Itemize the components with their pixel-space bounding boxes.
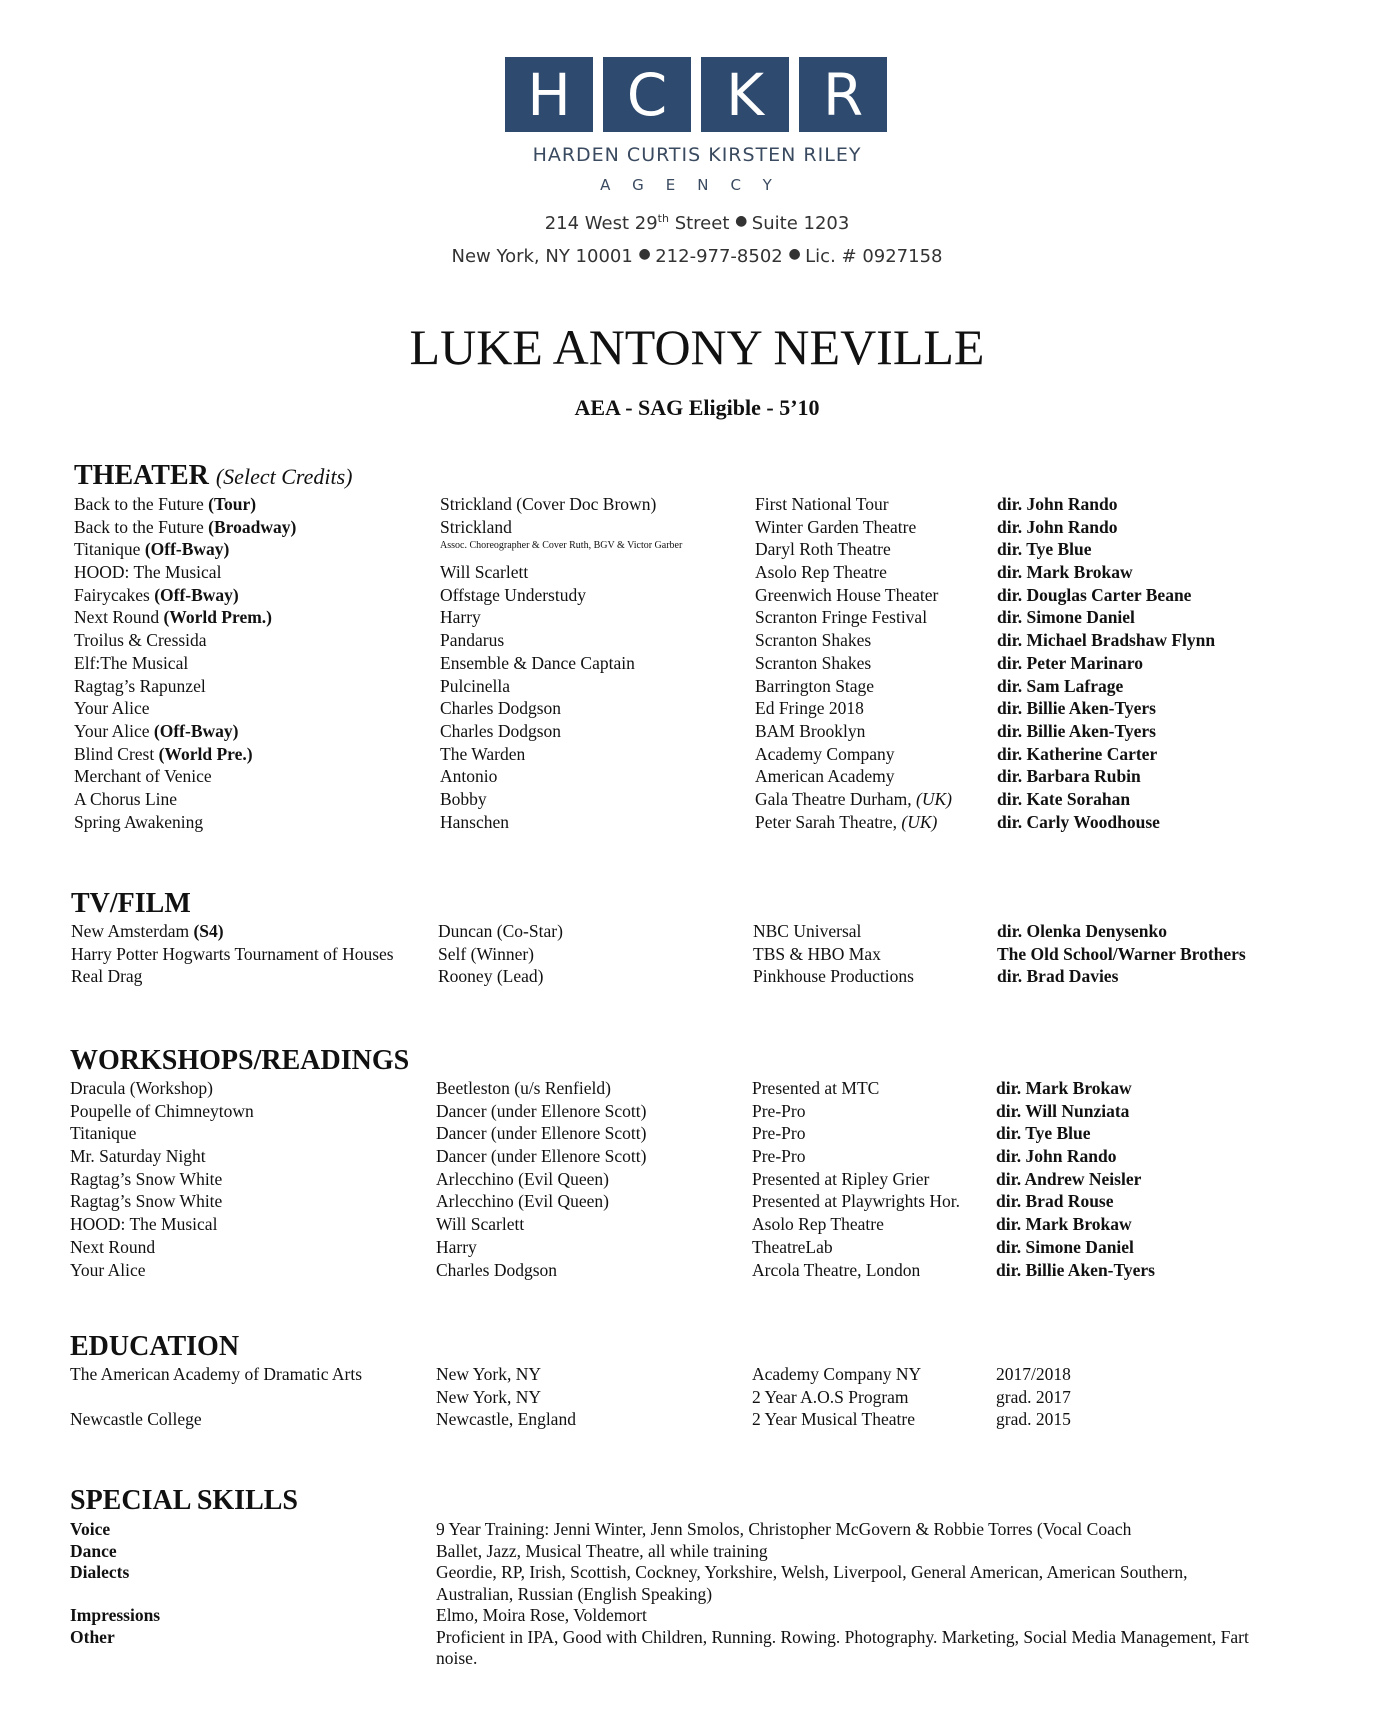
education-row xyxy=(70,1386,1370,1409)
credit-venue xyxy=(755,811,937,834)
section-title: TV/FILM xyxy=(71,888,191,919)
credit-row xyxy=(74,561,1374,584)
credit-row xyxy=(70,1100,1370,1123)
education-program: 2 Year A.O.S Program xyxy=(752,1386,909,1407)
title-text: Ragtag’s Snow White xyxy=(70,1191,223,1212)
credit-venue xyxy=(752,1259,920,1282)
education-program: 2 Year Musical Theatre xyxy=(752,1409,915,1430)
credit-venue xyxy=(753,943,881,966)
credit-role: Hanschen xyxy=(440,811,510,832)
title-text: Troilus & Cressida xyxy=(74,630,207,651)
title-tag: (World Prem.) xyxy=(163,607,272,628)
agency-name: HARDEN CURTIS KIRSTEN RILEY xyxy=(532,144,862,166)
credit-role: Charles Dodgson xyxy=(440,698,562,719)
title-tag: (World Pre.) xyxy=(158,743,253,764)
address-city: New York, NY 10001 xyxy=(451,246,633,267)
credit-director: dir. Billie Aken-Tyers xyxy=(997,698,1156,719)
credit-director: dir. John Rando xyxy=(997,516,1118,537)
credit-director: dir. Andrew Neisler xyxy=(996,1168,1142,1189)
credit-director: dir. Olenka Denysenko xyxy=(997,921,1168,941)
credit-director: dir. Tye Blue xyxy=(997,539,1092,560)
credit-role: Dancer (under Ellenore Scott) xyxy=(436,1146,647,1167)
credit-role: Arlecchino (Evil Queen) xyxy=(436,1191,609,1212)
credit-list xyxy=(74,493,1374,833)
credit-row xyxy=(74,765,1374,788)
credit-role: Antonio xyxy=(440,766,498,787)
credit-row xyxy=(70,1259,1370,1282)
credit-role: Strickland (Cover Doc Brown) xyxy=(440,494,657,514)
title-text: Merchant of Venice xyxy=(74,766,212,787)
credit-title xyxy=(74,538,229,561)
credit-director: dir. Peter Marinaro xyxy=(997,652,1143,673)
venue-text: TBS & HBO Max xyxy=(753,943,881,964)
credit-role: Ensemble & Dance Captain xyxy=(440,652,635,673)
credit-director: dir. Mark Brokaw xyxy=(996,1214,1132,1235)
skill-label: Impressions xyxy=(70,1605,161,1625)
credit-director: dir. John Rando xyxy=(997,494,1118,514)
title-text: Blind Crest xyxy=(74,743,159,764)
venue-text: Barrington Stage xyxy=(755,675,875,696)
credit-title xyxy=(71,920,224,943)
credit-title xyxy=(74,652,188,675)
credit-role: Bobby xyxy=(440,788,487,809)
title-tag: (Off-Bway) xyxy=(153,720,239,741)
credit-venue xyxy=(755,788,952,811)
venue-text: Presented at Playwrights Hor. xyxy=(752,1191,961,1212)
skill-label: Other xyxy=(70,1626,115,1647)
credit-row xyxy=(70,1190,1370,1213)
credit-role: Strickland xyxy=(440,516,512,537)
credit-role: Duncan (Co-Star) xyxy=(438,921,563,941)
credit-title xyxy=(70,1145,206,1168)
tvfilm-section xyxy=(71,888,1371,988)
education-school: Newcastle College xyxy=(70,1409,202,1430)
title-text: A Chorus Line xyxy=(74,788,178,809)
address-suite: Suite 1203 xyxy=(751,213,850,234)
skill-row xyxy=(70,1562,1370,1605)
venue-text: Asolo Rep Theatre xyxy=(752,1214,884,1235)
venue-text: Pinkhouse Productions xyxy=(753,966,914,987)
venue-text: American Academy xyxy=(755,766,895,787)
credit-row xyxy=(74,606,1374,629)
credit-title xyxy=(74,743,253,766)
skill-value: Geordie, RP, Irish, Scottish, Cockney, Yorkshire, Welsh, Liverpool, General American, American Southern, Australian, Russian (English Speaking) xyxy=(436,1562,1188,1604)
credit-venue xyxy=(752,1168,929,1191)
venue-text: Gala Theatre Durham, xyxy=(755,788,916,809)
credit-director: dir. Billie Aken-Tyers xyxy=(996,1259,1155,1280)
credit-director: dir. Carly Woodhouse xyxy=(997,811,1160,832)
credit-director: dir. Kate Sorahan xyxy=(997,788,1131,809)
credit-row xyxy=(74,743,1374,766)
title-text: Back to the Future xyxy=(74,494,209,514)
address-license: Lic. # 0927158 xyxy=(805,246,943,267)
section-title: WORKSHOPS/READINGS xyxy=(70,1045,410,1076)
skills-section xyxy=(70,1485,1370,1670)
credit-title xyxy=(74,629,207,652)
title-text: Harry Potter Hogwarts Tournament of Houses xyxy=(71,943,394,964)
credit-row xyxy=(74,652,1374,675)
credit-role: Arlecchino (Evil Queen) xyxy=(436,1168,609,1189)
credit-row xyxy=(74,584,1374,607)
credit-director: dir. John Rando xyxy=(996,1146,1117,1167)
title-text: Your Alice xyxy=(70,1259,146,1280)
credit-role: Dancer (under Ellenore Scott) xyxy=(436,1100,647,1121)
credit-role: Pulcinella xyxy=(440,675,510,696)
venue-text: NBC Universal xyxy=(753,921,862,941)
credit-title xyxy=(74,516,296,539)
skill-value: Ballet, Jazz, Musical Theatre, all while training xyxy=(436,1540,768,1561)
skill-row xyxy=(70,1541,1370,1563)
venue-text: Scranton Shakes xyxy=(755,630,872,651)
credit-role: Rooney (Lead) xyxy=(438,966,544,987)
credit-row xyxy=(71,943,1371,966)
title-text: New Amsterdam xyxy=(71,921,194,941)
credit-role: Dancer (under Ellenore Scott) xyxy=(436,1123,647,1144)
venue-note: (UK) xyxy=(916,788,952,809)
credit-venue xyxy=(752,1145,805,1168)
credit-row xyxy=(70,1077,1370,1100)
venue-note: (UK) xyxy=(901,811,938,832)
credit-row xyxy=(70,1236,1370,1259)
venue-text: Asolo Rep Theatre xyxy=(755,562,887,583)
skills-list xyxy=(70,1519,1370,1670)
credit-venue xyxy=(755,629,871,652)
theater-section xyxy=(74,460,1374,833)
credit-title xyxy=(74,720,238,743)
skill-value: Proficient in IPA, Good with Children, Running. Rowing. Photography. Marketing, Social Media Management, Fart noise. xyxy=(436,1626,1249,1668)
section-note: (Select Credits) xyxy=(215,464,353,489)
venue-text: Presented at Ripley Grier xyxy=(752,1168,930,1189)
credit-row xyxy=(74,811,1374,834)
credit-director: The Old School/Warner Brothers xyxy=(997,943,1246,964)
title-text: Titanique xyxy=(70,1123,137,1144)
credit-title xyxy=(70,1259,146,1282)
title-text: Elf:The Musical xyxy=(74,652,189,673)
logo-letter-k: K xyxy=(701,57,789,132)
credit-director: dir. Billie Aken-Tyers xyxy=(997,720,1156,741)
credit-venue xyxy=(752,1190,960,1213)
title-text: Fairycakes xyxy=(74,584,155,605)
credit-row xyxy=(71,920,1371,943)
education-school: The American Academy of Dramatic Arts xyxy=(70,1364,363,1384)
logo-letter-h: H xyxy=(505,57,593,132)
credit-venue xyxy=(755,697,864,720)
section-title: THEATER (Select Credits) xyxy=(74,460,353,491)
title-text: Dracula (Workshop) xyxy=(70,1078,213,1098)
venue-text: Presented at MTC xyxy=(752,1078,880,1098)
credit-venue xyxy=(755,652,871,675)
credit-row xyxy=(70,1168,1370,1191)
venue-text: Winter Garden Theatre xyxy=(755,516,917,537)
credit-director: dir. Tye Blue xyxy=(996,1123,1091,1144)
venue-text: Pre-Pro xyxy=(752,1146,806,1167)
credit-director: dir. Michael Bradshaw Flynn xyxy=(997,630,1216,651)
title-text: Next Round xyxy=(74,607,164,628)
education-year: grad. 2015 xyxy=(996,1409,1071,1430)
credit-role: Charles Dodgson xyxy=(436,1259,558,1280)
credit-role: Harry xyxy=(436,1236,477,1257)
credit-director: dir. Simone Daniel xyxy=(997,607,1135,628)
credit-director: dir. Sam Lafrage xyxy=(997,675,1124,696)
agency-address-line-2 xyxy=(0,246,1394,267)
credit-title xyxy=(74,606,272,629)
credit-director: dir. Brad Rouse xyxy=(996,1191,1114,1212)
title-text: HOOD: The Musical xyxy=(70,1214,218,1235)
credit-director: dir. Simone Daniel xyxy=(996,1236,1134,1257)
title-text: Spring Awakening xyxy=(74,811,204,832)
credit-venue xyxy=(752,1122,805,1145)
title-tag: (Off-Bway) xyxy=(154,584,239,605)
title-tag: (Tour) xyxy=(208,494,257,514)
credit-director: dir. Mark Brokaw xyxy=(996,1078,1132,1098)
credit-role: Self (Winner) xyxy=(438,943,534,964)
venue-text: Ed Fringe 2018 xyxy=(755,698,864,719)
credit-title xyxy=(70,1122,136,1145)
address-street: 214 West 29th Street xyxy=(544,212,730,234)
credit-role: Charles Dodgson xyxy=(440,720,562,741)
credit-role: Pandarus xyxy=(440,630,505,651)
credit-row xyxy=(74,493,1374,516)
credit-director: dir. Will Nunziata xyxy=(996,1100,1130,1121)
credit-venue xyxy=(755,493,889,516)
skill-row xyxy=(70,1627,1370,1670)
credit-venue xyxy=(755,765,894,788)
title-text: Titanique xyxy=(74,539,145,560)
skill-value: 9 Year Training: Jenni Winter, Jenn Smolos, Christopher McGovern & Robbie Torres (Vocal Coach xyxy=(436,1519,1132,1539)
education-year: grad. 2017 xyxy=(996,1386,1071,1407)
actor-name: LUKE ANTONY NEVILLE xyxy=(409,319,985,375)
title-text: Poupelle of Chimneytown xyxy=(70,1100,254,1121)
credit-venue xyxy=(755,675,874,698)
credit-role: Will Scarlett xyxy=(436,1214,525,1235)
credit-list xyxy=(70,1077,1370,1281)
venue-text: First National Tour xyxy=(755,494,889,514)
credit-title xyxy=(74,561,221,584)
title-tag: (Broadway) xyxy=(208,516,297,537)
skill-row xyxy=(70,1605,1370,1627)
credit-title xyxy=(71,965,142,988)
credit-title xyxy=(74,493,256,516)
education-location: New York, NY xyxy=(436,1364,542,1384)
venue-text: Scranton Shakes xyxy=(755,652,872,673)
credit-venue xyxy=(752,1100,805,1123)
agency-logo xyxy=(505,57,887,132)
education-row xyxy=(70,1363,1370,1386)
credit-director: dir. Barbara Rubin xyxy=(997,766,1141,787)
credit-title xyxy=(70,1077,213,1100)
title-text: Back to the Future xyxy=(74,516,209,537)
title-text: Next Round xyxy=(70,1236,156,1257)
education-program: Academy Company NY xyxy=(752,1364,922,1384)
credit-role: Will Scarlett xyxy=(440,562,529,583)
venue-text: Greenwich House Theater xyxy=(755,584,939,605)
skill-label: Dance xyxy=(70,1540,117,1561)
credit-role: The Warden xyxy=(440,743,526,764)
credit-director: dir. Brad Davies xyxy=(997,966,1119,987)
credit-row xyxy=(74,675,1374,698)
venue-text: Pre-Pro xyxy=(752,1123,806,1144)
title-text: Your Alice xyxy=(74,698,150,719)
logo-letter-r: R xyxy=(799,57,887,132)
title-text: Your Alice xyxy=(74,720,154,741)
venue-text: BAM Brooklyn xyxy=(755,720,866,741)
credit-role: Offstage Understudy xyxy=(440,584,586,605)
credit-director: dir. Mark Brokaw xyxy=(997,562,1133,583)
credit-row xyxy=(70,1145,1370,1168)
credit-title xyxy=(71,943,394,966)
venue-text: Peter Sarah Theatre, xyxy=(755,811,902,832)
title-tag: (S4) xyxy=(193,921,224,941)
credit-role: Beetleston (u/s Renfield) xyxy=(436,1078,611,1098)
credit-row xyxy=(74,720,1374,743)
credit-title xyxy=(74,811,203,834)
credit-venue xyxy=(752,1236,833,1259)
education-year: 2017/2018 xyxy=(996,1364,1071,1384)
credit-title xyxy=(70,1236,155,1259)
skill-label: Dialects xyxy=(70,1562,130,1582)
title-tag: (Off-Bway) xyxy=(144,539,230,560)
credit-row xyxy=(74,538,1374,561)
workshops-section xyxy=(70,1045,1370,1281)
credit-list xyxy=(71,920,1371,988)
skill-label: Voice xyxy=(70,1519,111,1539)
section-title: SPECIAL SKILLS xyxy=(70,1485,298,1516)
address-phone: 212-977-8502 xyxy=(655,246,783,267)
credit-title xyxy=(74,697,150,720)
agency-subtitle: AGENCY xyxy=(600,176,794,194)
credit-venue xyxy=(755,720,865,743)
credit-venue xyxy=(755,516,916,539)
credit-venue xyxy=(755,606,927,629)
title-text: Mr. Saturday Night xyxy=(70,1146,206,1167)
credit-venue xyxy=(753,920,861,943)
education-list xyxy=(70,1363,1370,1431)
credit-title xyxy=(70,1168,222,1191)
credit-venue xyxy=(752,1077,879,1100)
section-title: EDUCATION xyxy=(70,1331,240,1362)
credit-row xyxy=(70,1213,1370,1236)
education-location: New York, NY xyxy=(436,1386,542,1407)
credit-venue xyxy=(753,965,914,988)
credit-director: dir. Douglas Carter Beane xyxy=(997,584,1192,605)
credit-title xyxy=(74,788,177,811)
education-section xyxy=(70,1331,1370,1431)
venue-text: Pre-Pro xyxy=(752,1100,806,1121)
credit-row xyxy=(70,1122,1370,1145)
skill-row xyxy=(70,1519,1370,1541)
credit-venue xyxy=(752,1213,884,1236)
credit-row xyxy=(71,965,1371,988)
credit-venue xyxy=(755,584,938,607)
actor-stats: AEA - SAG Eligible - 5’10 xyxy=(574,395,820,420)
bullet-icon: ● xyxy=(735,213,752,229)
credit-title xyxy=(74,765,212,788)
credit-role: Harry xyxy=(440,607,481,628)
skill-value: Elmo, Moira Rose, Voldemort xyxy=(436,1605,647,1625)
credit-row xyxy=(74,629,1374,652)
credit-title xyxy=(70,1100,254,1123)
credit-venue xyxy=(755,561,887,584)
education-row xyxy=(70,1408,1370,1431)
logo-letter-c: C xyxy=(603,57,691,132)
venue-text: Arcola Theatre, London xyxy=(752,1259,921,1280)
credit-venue xyxy=(755,743,894,766)
venue-text: TheatreLab xyxy=(752,1236,833,1257)
credit-row xyxy=(74,697,1374,720)
credit-venue xyxy=(755,538,891,561)
credit-title xyxy=(74,675,206,698)
title-text: Ragtag’s Snow White xyxy=(70,1168,223,1189)
credit-row xyxy=(74,516,1374,539)
credit-title xyxy=(70,1190,222,1213)
bullet-icon: ● xyxy=(788,246,806,262)
credit-title xyxy=(70,1213,217,1236)
agency-address-line-1 xyxy=(0,212,1394,234)
venue-text: Scranton Fringe Festival xyxy=(755,607,928,628)
education-location: Newcastle, England xyxy=(436,1409,576,1430)
title-text: Real Drag xyxy=(71,966,143,987)
title-text: HOOD: The Musical xyxy=(74,562,222,583)
venue-text: Daryl Roth Theatre xyxy=(755,539,891,560)
credit-role: Assoc. Choreographer & Cover Ruth, BGV & Victor Garber xyxy=(440,540,683,552)
title-text: Ragtag’s Rapunzel xyxy=(74,675,206,696)
venue-text: Academy Company xyxy=(755,743,895,764)
bullet-icon: ● xyxy=(638,246,656,262)
credit-row xyxy=(74,788,1374,811)
credit-director: dir. Katherine Carter xyxy=(997,743,1158,764)
credit-title xyxy=(74,584,239,607)
